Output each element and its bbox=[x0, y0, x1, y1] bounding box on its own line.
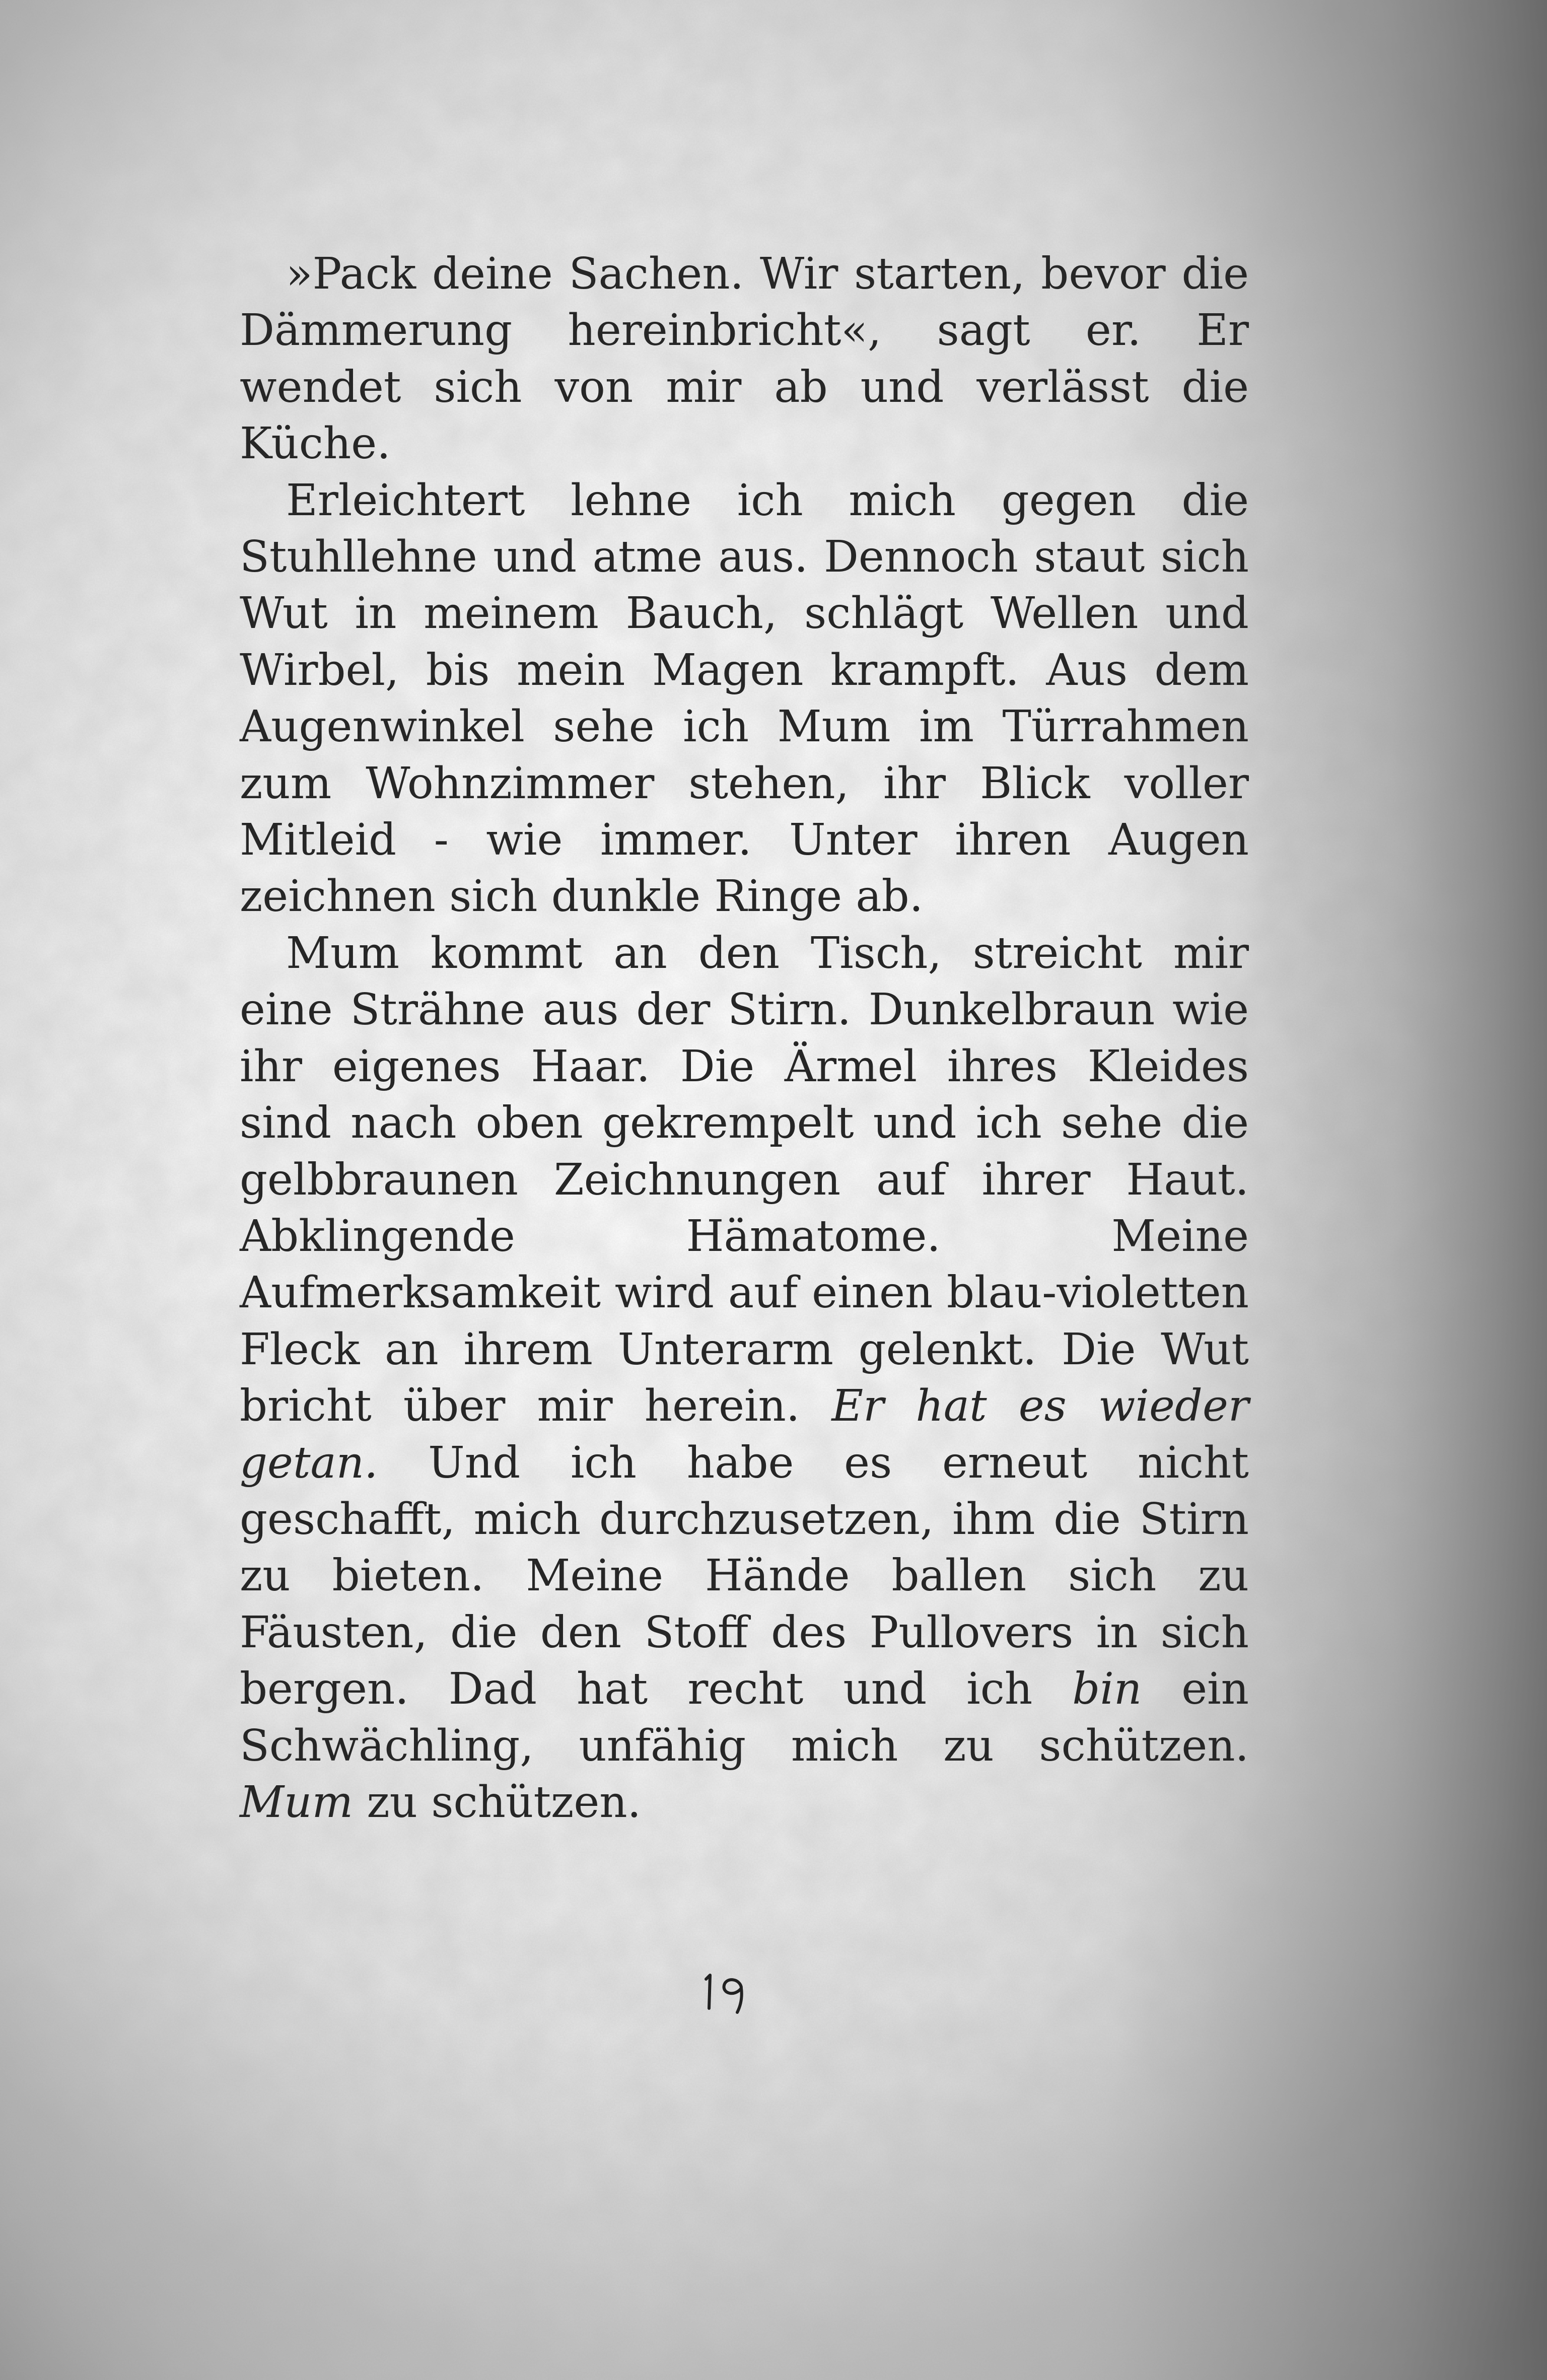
text-segment: ein Schwächling, unfähig mich zu schützen. bbox=[240, 1664, 1249, 1771]
body-text bbox=[240, 246, 1249, 1831]
italic-text-segment: Er hat es wieder getan. bbox=[240, 1381, 1249, 1488]
page-number bbox=[695, 1964, 755, 2019]
paragraph bbox=[240, 925, 1249, 1831]
text-segment: Erleichtert lehne ich mich gegen die Stuhllehne und atme aus. Dennoch staut sich Wut in meinem Bauch, schlägt Wellen und Wirbel, bis mein Magen krampft. Aus dem Augenwinkel sehe ich Mum im Türrahmen zum Wohnzimmer stehen, ihr Blick voller Mitleid - wie immer. Unter ihren Augen zeichnen sich dunkle Ringe ab. bbox=[240, 475, 1249, 922]
paragraph bbox=[240, 246, 1249, 472]
italic-text-segment: bin bbox=[1072, 1664, 1142, 1715]
text-segment: zu schützen. bbox=[353, 1777, 641, 1828]
text-segment: Und ich habe es erneut nicht geschafft, mich durchzusetzen, ihm die Stirn zu bieten. Meine Hände ballen sich zu Fäusten, die den Stoff des Pullovers in sich bergen. Dad hat recht und ich bbox=[240, 1437, 1249, 1715]
italic-text-segment: Mum bbox=[240, 1777, 353, 1828]
text-segment: »Pack deine Sachen. Wir starten, bevor die Dämmerung hereinbricht«, sagt er. Er wendet sich von mir ab und verlässt die Küche. bbox=[240, 249, 1249, 469]
paragraph bbox=[240, 472, 1249, 925]
text-segment: Mum kommt an den Tisch, streicht mir eine Strähne aus der Stirn. Dunkelbraun wie ihr eigenes Haar. Die Ärmel ihres Kleides sind nach oben gekrempelt und ich sehe die gelbbraunen Zeichnungen auf ihrer Haut. Abklingende Hämatome. Meine Aufmerksamkeit wird auf einen blau-violetten Fleck an ihrem Unterarm gelenkt. Die Wut bricht über mir herein. bbox=[240, 928, 1249, 1432]
